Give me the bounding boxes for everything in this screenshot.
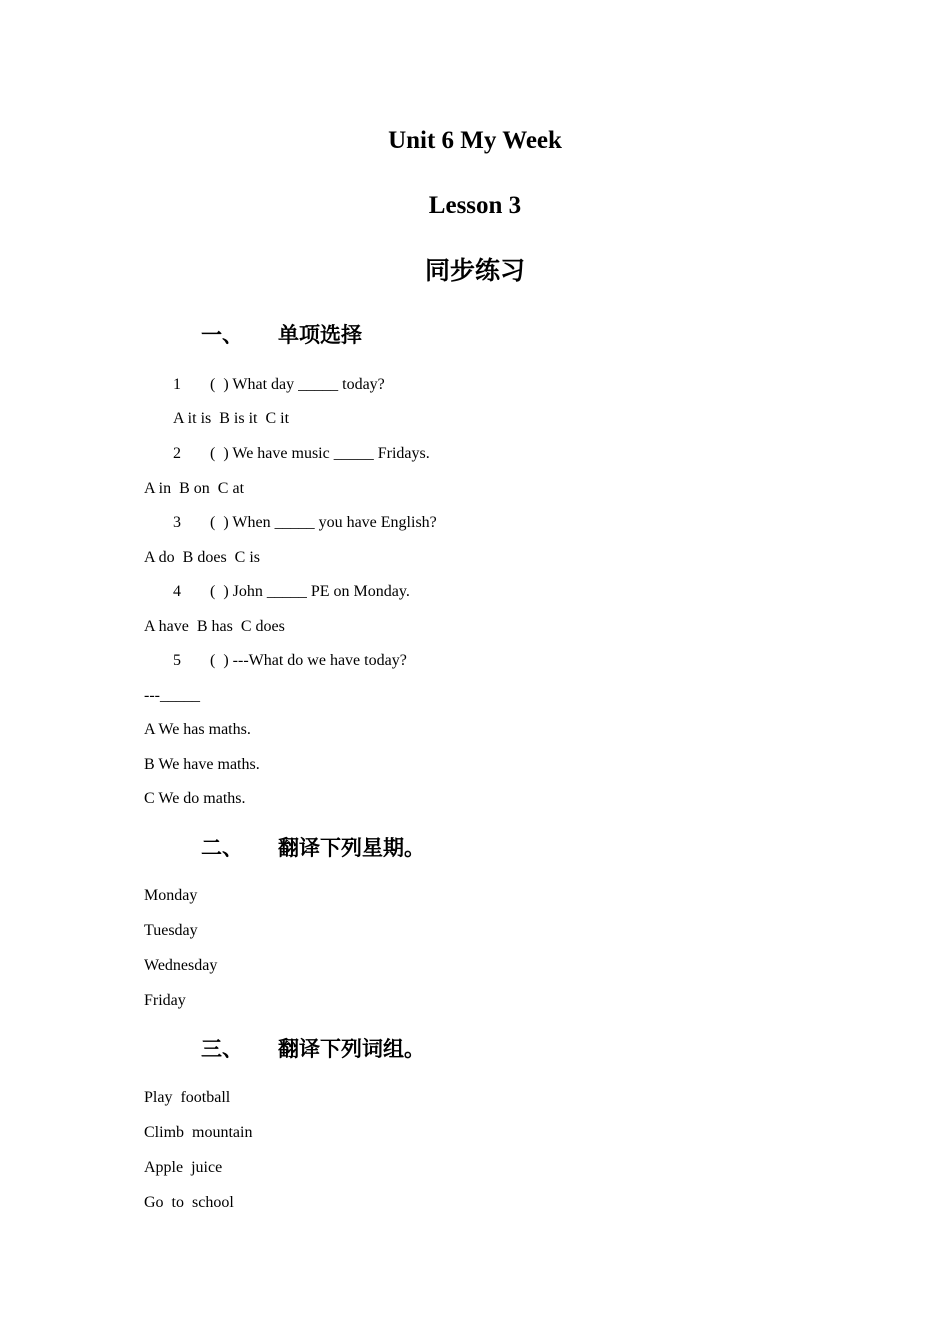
question-5-option-b: B We have maths.	[144, 756, 260, 773]
question-5-number: 5	[173, 652, 181, 669]
question-2-number: 2	[173, 445, 181, 462]
question-1-text: ( ) What day _____ today?	[210, 376, 385, 393]
section-1-number: 一、	[201, 323, 243, 347]
question-4-options: A have B has C does	[144, 618, 285, 635]
question-4-number: 4	[173, 583, 181, 600]
question-3-options: A do B does C is	[144, 549, 261, 566]
question-5-answer-line: ---_____	[144, 687, 200, 704]
question-1-number: 1	[173, 376, 181, 393]
weekday-item: Tuesday	[144, 922, 198, 939]
question-4-text: ( ) John _____ PE on Monday.	[210, 583, 410, 600]
question-5-text: ( ) ---What do we have today?	[210, 652, 407, 669]
phrase-item: Play football	[144, 1089, 231, 1106]
phrase-item: Go to school	[144, 1194, 234, 1211]
question-2-text: ( ) We have music _____ Fridays.	[210, 445, 430, 462]
section-3-number: 三、	[201, 1037, 243, 1061]
phrase-item: Apple juice	[144, 1159, 223, 1176]
section-3-title: 翻译下列词组。	[278, 1037, 425, 1061]
phrase-item: Climb mountain	[144, 1124, 253, 1141]
question-3-text: ( ) When _____ you have English?	[210, 514, 437, 531]
question-3-number: 3	[173, 514, 181, 531]
unit-title: Unit 6 My Week	[388, 127, 562, 154]
question-5-option-c: C We do maths.	[144, 790, 246, 807]
weekday-item: Monday	[144, 887, 198, 904]
lesson-title: Lesson 3	[428, 192, 522, 219]
section-1-title: 单项选择	[278, 323, 362, 347]
weekday-item: Wednesday	[144, 957, 218, 974]
question-1-options: A it is B is it C it	[173, 410, 290, 427]
weekday-item: Friday	[144, 992, 186, 1009]
section-2-title: 翻译下列星期。	[278, 836, 425, 860]
question-2-options: A in B on C at	[144, 480, 245, 497]
section-2-number: 二、	[201, 836, 243, 860]
question-5-option-a: A We has maths.	[144, 721, 251, 738]
worksheet-subtitle: 同步练习	[424, 256, 525, 285]
